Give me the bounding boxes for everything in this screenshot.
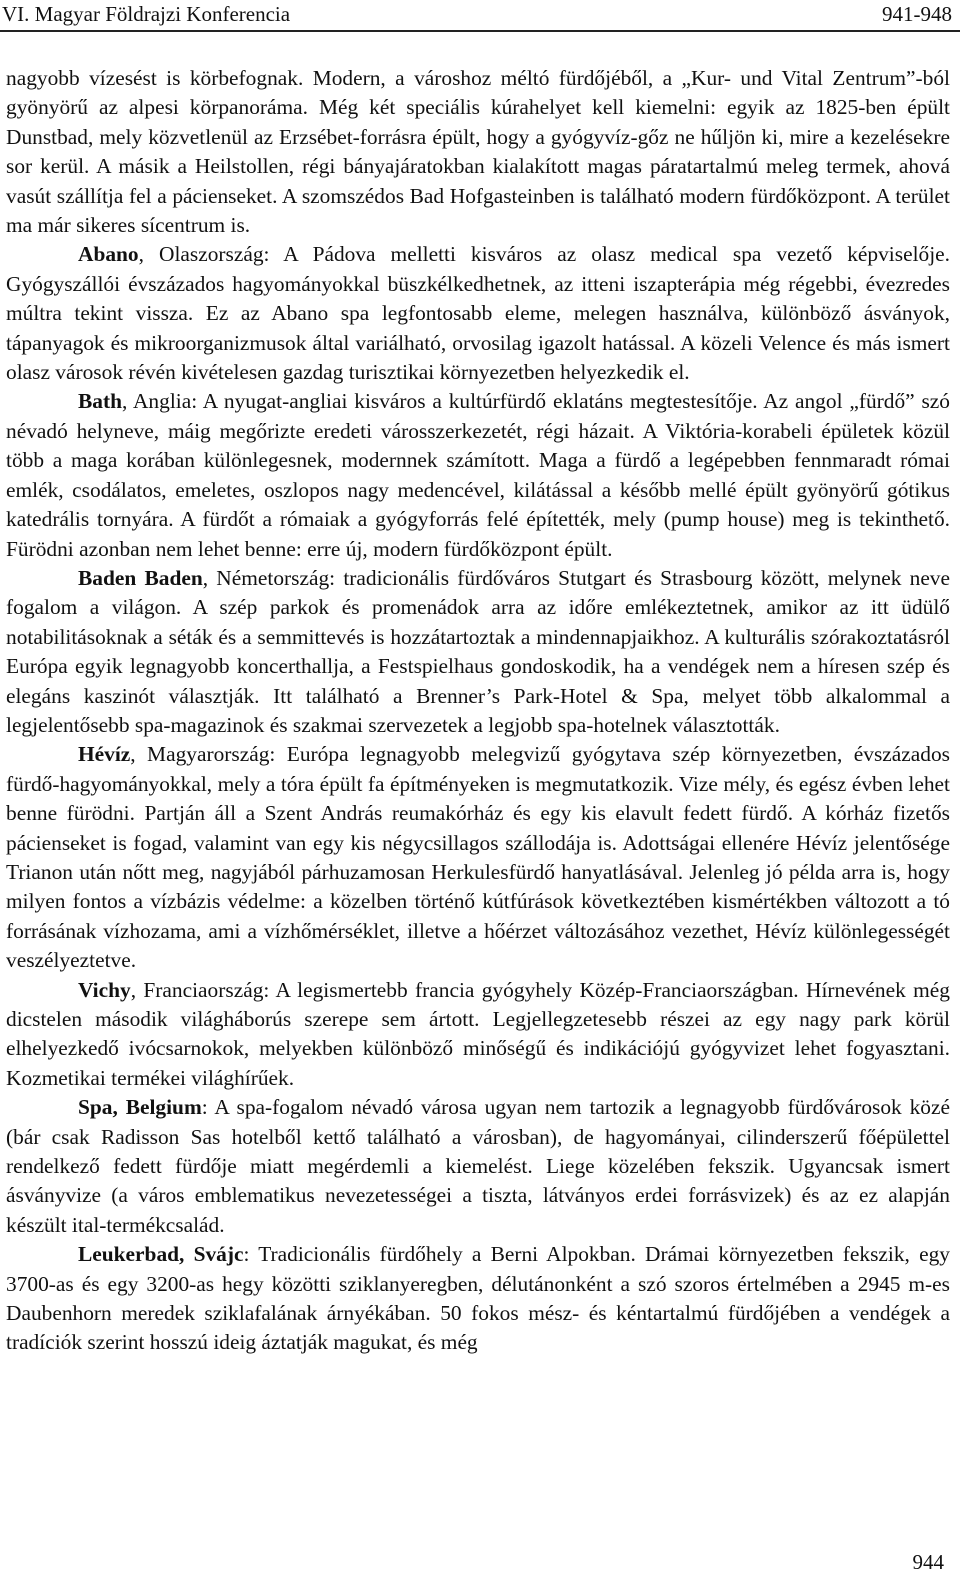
paragraph-abano	[6, 240, 950, 387]
paragraph-lead: Spa, Belgium	[78, 1095, 202, 1120]
header-page-range: 941-948	[882, 2, 952, 26]
paragraph-baden-baden	[6, 564, 950, 740]
paragraph-lead: Vichy	[78, 977, 131, 1002]
paragraph-lead: Baden Baden	[78, 565, 203, 590]
paragraph-lead: Hévíz	[78, 742, 131, 767]
paragraph-text: nagyobb vízesést is körbefognak. Modern, a városhoz méltó fürdőjéből, a „Kur- und Vital Zentrum”-ból gyönyörű az alpesi körpanoráma. Még két speciális kúrahelyet kell kiemelni: egyik az 1825-ben épült Dunstbad, mely közvetlenül az Erzsébet-forrásra épült, hogy a gyógyvíz-gőz ne hűljön ki, mire a kezelésekre sor kerül. A másik a Heilstollen, régi bányajáratokban kialakított magas páratartalmú meleg termek, ahová vasút szállítja fel a pácienseket. A szomszédos Bad Hofgasteinben is található modern fürdőközpont. A terület ma már sikeres sícentrum is.	[6, 66, 950, 238]
paragraph-text: , Franciaország: A legismertebb francia gyógyhely Közép-Franciaországban. Hírnevének még dicstelen második világháborús szerepe sem ártott. Legjellegzetesebb részei az egy nagy park körül elhelyezkedő ivócsarnokok, melyekben különböző minőségű és indikációjú gyógyvizet lehet fogyasztani. Kozmetikai termékei világhírűek.	[6, 977, 950, 1090]
paragraph	[6, 64, 950, 240]
paragraph-leukerbad	[6, 1240, 950, 1358]
paragraph-lead: Bath	[78, 389, 122, 414]
paragraph-text: , Németország: tradicionális fürdőváros Stutgart és Strasbourg között, melynek neve fogalom a világon. A szép parkok és promenádok arra az időre emlékeztetnek, amikor az itt üdülő notabilitásoknak a séták és a semmittevés is hozzátartoztak a mindennapjaikhoz. A kulturális szórakoztatásról Európa egyik legnagyobb koncerthallja, a Festspielhaus gondoskodik, ha a vendégek nem a híresen szép és elegáns kaszinót választják. Itt található a Brenner’s Park-Hotel & Spa, melyet több alkalommal a legjelentősebb spa-magazinok és szakmai szervezetek a legjobb spa-hotelnek választották.	[6, 565, 950, 737]
page-number: 944	[912, 1550, 944, 1574]
paragraph-vichy	[6, 976, 950, 1094]
paragraph-bath	[6, 387, 950, 563]
paragraph-spa	[6, 1093, 950, 1240]
paragraph-text: , Olaszország: A Pádova melletti kisváros az olasz medical spa vezető képviselője. Gyógyszállói évszázados hagyományokkal büszkélkedhetnek, az itteni iszapterápia még régebbi, évezredes múltra tekint vissza. Ez az Abano spa legfontosabb eleme, melegen használva, különböző ásványok, tápanyagok és mikroorganizmusok által variálható, orvosilag igazolt hatással. A közeli Velence és más ismert olasz városok révén kivételesen gazdag turisztikai környezetben helyezkedik el.	[6, 242, 950, 385]
paragraph-text: , Magyarország: Európa legnagyobb melegvizű gyógytava szép környezetben, évszázados fürdő-hagyományokkal, mely a tóra épült fa építményeken is megmutatkozik. Vize mély, és egész évben lehet benne fürödni. Partján áll a Szent András reumakórház és egy kis elavult fedett fürdő. A kórház fizetős pácienseket is fogad, valamint van egy kis négycsillagos szállodája is. Adottságai ellenére Hévíz jelentősége Trianon után nőtt meg, nagyjából párhuzamosan Herkulesfürdő hanyatlásával. Jelenleg jó példa arra is, hogy milyen fontos a vízbázis védelme: a közelben történő kútfúrások következtében kismértékben változott a tó forrásának vízhozama, ami a vízhőmérséklet, illetve a hőérzet változásához vezethet, Hévíz különlegességét veszélyeztetve.	[6, 742, 950, 973]
paragraph-heviz	[6, 740, 950, 975]
header-divider	[0, 30, 960, 32]
paragraph-text: : A spa-fogalom névadó városa ugyan nem tartozik a legnagyobb fürdővárosok közé (bár csak Radisson Sas hotelből kettő található a városban), de hagyományai, cilinderszerű főépülettel rendelkező fedett fürdője miatt megérdemli a kiemelést. Liege közelében fekszik. Ugyancsak ismert ásványvize (a város emblematikus nevezetességei a tiszta, látványos erdei forrásvizek) és az ez alapján készült ital-termékcsalád.	[6, 1095, 950, 1237]
header-conference-title: VI. Magyar Földrajzi Konferencia	[2, 2, 291, 26]
paragraph-text: , Anglia: A nyugat-angliai kisváros a kultúrfürdő eklatáns megtestesítője. Az angol „fürdő” szó névadó helyneve, máig megőrizte eredeti városszerkezetét, régi házait. A Viktória-korabeli épületek közül több a maga korában különlegesnek, modernnek számított. Maga a fürdő a legépebben fennmaradt római emlék, csodálatos, emeletes, oszlopos nagy medencével, kilátással a később mellé épült gyönyörű gótikus katedrális tornyára. A fürdőt a rómaiak a gyógyforrás felé építették, mely (pump house) meg is tekinthető. Fürödni azonban nem lehet benne: erre új, modern fürdőközpont épült.	[6, 389, 950, 561]
page-header	[0, 0, 960, 30]
paragraph-text: : Tradicionális fürdőhely a Berni Alpokban. Drámai környezetben fekszik, egy 3700-as és egy 3200-as hegy közötti sziklanyeregben, délutánonként a szó szoros értelmében a 2945 m-es Daubenhorn meredek sziklafalának árnyékában. 50 fokos mész- és kéntartalmú fürdőjében a vendégek a tradíciók szerint hosszú ideig áztatják magukat, és még	[6, 1242, 950, 1355]
document-body	[6, 64, 950, 1358]
paragraph-lead: Abano	[78, 242, 139, 267]
paragraph-lead: Leukerbad, Svájc	[78, 1242, 244, 1267]
